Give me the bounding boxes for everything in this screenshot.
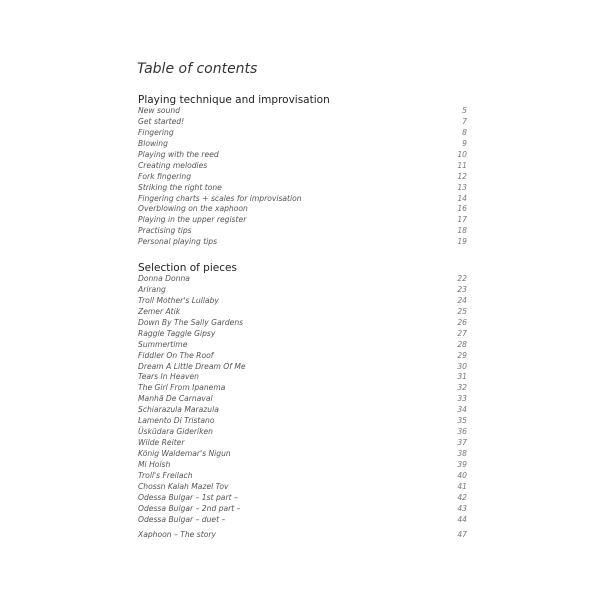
- toc-entry[interactable]: [138, 106, 468, 117]
- toc-entry-page: 31: [457, 372, 467, 382]
- toc-entry-title: Fingering charts + scales for improvisation: [138, 193, 302, 203]
- toc-entry-title: Playing with the reed: [138, 149, 219, 159]
- toc-entry-title: Playing in the upper register: [138, 215, 247, 225]
- toc-entry-page: 30: [457, 361, 467, 371]
- toc-entry-title: Schiarazula Marazula: [138, 405, 219, 415]
- toc-entry[interactable]: [138, 226, 468, 237]
- toc-entry-title: Zemer Atik: [138, 306, 181, 316]
- toc-entry-title: New sound: [138, 106, 181, 115]
- toc-entry[interactable]: [138, 394, 468, 405]
- toc-entry[interactable]: [138, 285, 468, 296]
- toc-entry[interactable]: [138, 139, 468, 150]
- toc-entry-page: 12: [457, 171, 467, 181]
- toc-entry[interactable]: [138, 117, 468, 128]
- toc-entry-title: Tears In Heaven: [138, 372, 199, 382]
- toc-entry-title: Troll's Freilach: [138, 470, 193, 480]
- toc-entry-page: 35: [457, 416, 467, 426]
- toc-entry[interactable]: [138, 274, 468, 285]
- toc-entry-page: 43: [457, 503, 467, 513]
- toc-entry[interactable]: [138, 405, 468, 416]
- toc-entry-page: 17: [457, 215, 467, 225]
- toc-entry-page: 18: [457, 226, 467, 236]
- toc-entry[interactable]: [138, 161, 468, 172]
- toc-entry[interactable]: [138, 383, 468, 394]
- toc-list: [138, 274, 468, 526]
- toc-entry[interactable]: [138, 194, 468, 205]
- toc-entry-title: Summertime: [138, 339, 188, 349]
- toc-entry[interactable]: [138, 416, 468, 427]
- toc-entry[interactable]: [138, 362, 468, 373]
- toc-entry-page: 34: [457, 405, 467, 415]
- toc-entry[interactable]: [138, 307, 468, 318]
- toc-entry-title: Get started!: [138, 116, 185, 126]
- toc-entry[interactable]: [138, 150, 468, 161]
- section-selection-of-pieces: [138, 263, 468, 526]
- toc-list: [138, 530, 468, 541]
- toc-entry-page: 39: [457, 459, 467, 469]
- toc-entry-page: 41: [457, 481, 467, 491]
- toc-entry-title: Lamento Di Tristano: [138, 416, 215, 426]
- toc-entry-page: 42: [457, 492, 467, 502]
- toc-entry[interactable]: [138, 530, 468, 541]
- toc-entry-page: 26: [457, 317, 467, 327]
- toc-entry-page: 19: [457, 237, 467, 247]
- toc-entry-title: Chossn Kalah Mazel Tov: [138, 481, 229, 491]
- toc-entry-page: 37: [457, 438, 467, 448]
- toc-entry[interactable]: [138, 183, 468, 194]
- toc-entry-page: 10: [457, 149, 467, 159]
- toc-entry-title: Creating melodies: [138, 160, 208, 170]
- toc-entry-page: 28: [457, 339, 467, 349]
- toc-entry-title: Striking the right tone: [138, 182, 222, 192]
- toc-entry-page: 27: [457, 328, 467, 338]
- toc-entry[interactable]: [138, 351, 468, 362]
- toc-entry-page: 14: [457, 193, 467, 203]
- toc-entry-page: 23: [457, 284, 467, 294]
- toc-entry-title: Blowing: [138, 138, 168, 148]
- toc-entry-title: Odessa Bulgar – 2nd part –: [138, 503, 241, 513]
- toc-entry-title: Fork fingering: [138, 171, 192, 181]
- toc-entry-title: Arirang: [138, 284, 166, 294]
- section-extra: [138, 530, 468, 541]
- toc-entry-page: 36: [457, 427, 467, 437]
- toc-entry[interactable]: [138, 471, 468, 482]
- toc-entry-title: Donna Donna: [138, 274, 190, 283]
- toc-entry-title: Odessa Bulgar – duet –: [138, 514, 226, 524]
- toc-entry-title: The Girl From Ipanema: [138, 383, 226, 393]
- toc-entry-page: 11: [457, 160, 467, 170]
- toc-entry[interactable]: [138, 340, 468, 351]
- toc-entry-page: 33: [457, 394, 467, 404]
- toc-entry-page: 16: [457, 204, 467, 214]
- toc-list: [138, 106, 468, 248]
- toc-entry[interactable]: [138, 515, 468, 526]
- toc-entry-page: 40: [457, 470, 467, 480]
- toc-entry[interactable]: [138, 372, 468, 383]
- toc-entry-page: 7: [462, 116, 467, 126]
- toc-entry[interactable]: [138, 482, 468, 493]
- toc-entry-title: Fiddler On The Roof: [138, 350, 214, 360]
- toc-entry[interactable]: [138, 318, 468, 329]
- toc-entry[interactable]: [138, 128, 468, 139]
- toc-entry-title: Troll Mother's Lullaby: [138, 295, 219, 305]
- toc-entry-title: König Waldemar's Nigun: [138, 449, 231, 458]
- toc-entry-page: 29: [457, 350, 467, 360]
- toc-entry-page: 32: [457, 383, 467, 393]
- section-playing-technique: [138, 95, 468, 248]
- toc-entry[interactable]: [138, 172, 468, 183]
- toc-entry[interactable]: [138, 438, 468, 449]
- toc-entry-page: 44: [457, 514, 467, 524]
- toc-entry[interactable]: [138, 204, 468, 215]
- toc-entry-page: 24: [457, 295, 467, 305]
- toc-entry-title: Personal playing tips: [138, 237, 218, 247]
- toc-entry-title: Down By The Sally Gardens: [138, 317, 244, 327]
- toc-entry[interactable]: [138, 329, 468, 340]
- toc-entry-title: Overblowing on the xaphoon: [138, 204, 248, 214]
- toc-entry-title: Wilde Reiter: [138, 438, 185, 448]
- toc-entry-title: Fingering: [138, 127, 174, 137]
- toc-entry-page: 25: [457, 306, 467, 316]
- toc-entry[interactable]: [138, 504, 468, 515]
- toc-entry-title: Mi Hoish: [138, 459, 171, 469]
- toc-entry-page: 22: [457, 274, 467, 283]
- toc-entry-page: 38: [457, 449, 467, 458]
- toc-entry-title: Raggle Taggle Gipsy: [138, 328, 216, 338]
- section-heading: Selection of pieces: [138, 262, 237, 274]
- toc-entry-title: Üsküdara Gideriken: [138, 427, 213, 437]
- toc-entry[interactable]: [138, 296, 468, 307]
- toc-entry[interactable]: [138, 215, 468, 226]
- toc-entry-title: Dream A Little Dream Of Me: [138, 361, 246, 371]
- toc-entry[interactable]: [138, 493, 468, 504]
- toc-entry-title: Xaphoon – The story: [138, 530, 216, 539]
- page-title: Table of contents: [137, 61, 258, 77]
- toc-entry-title: Manhã De Carnaval: [138, 394, 213, 404]
- toc-entry-page: 8: [462, 127, 467, 137]
- toc-entry[interactable]: [138, 237, 468, 248]
- toc-entry[interactable]: [138, 449, 468, 460]
- toc-entry-page: 13: [457, 182, 467, 192]
- toc-entry[interactable]: [138, 460, 468, 471]
- toc-entry-title: Practising tips: [138, 226, 192, 236]
- toc-entry-page: 5: [462, 106, 467, 115]
- toc-entry-page: 9: [462, 138, 467, 148]
- toc-entry[interactable]: [138, 427, 468, 438]
- toc-entry-title: Odessa Bulgar – 1st part –: [138, 492, 238, 502]
- toc-entry-page: 47: [457, 530, 467, 539]
- section-heading: Playing technique and improvisation: [138, 94, 330, 106]
